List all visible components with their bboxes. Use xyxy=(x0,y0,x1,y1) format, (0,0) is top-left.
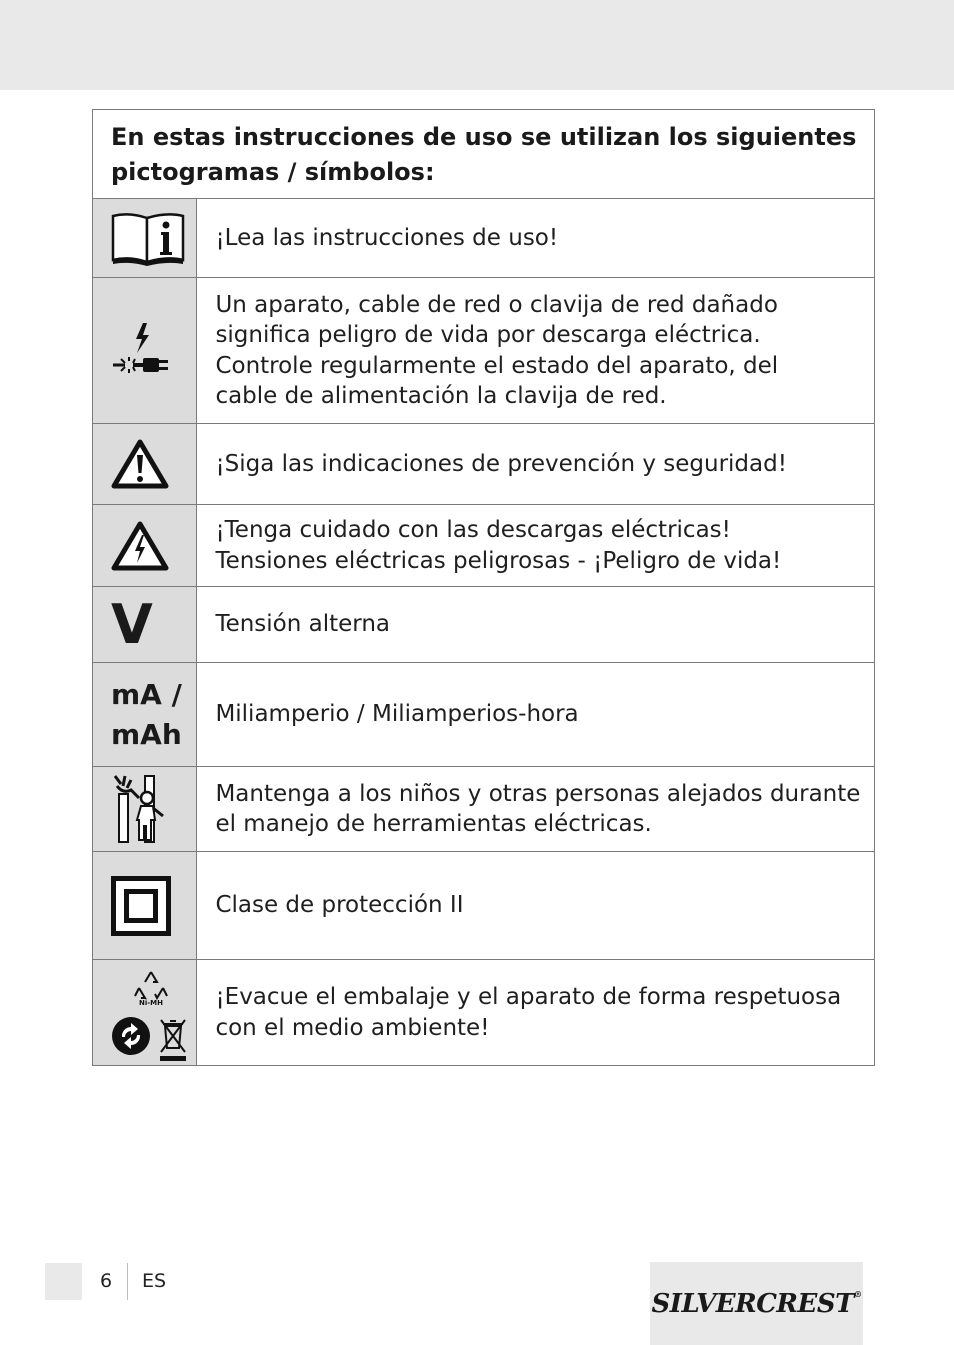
nimh-recycling-icon xyxy=(131,970,171,1006)
description-line: Tensiones eléctricas peligrosas - ¡Peligro de vida! xyxy=(215,547,782,574)
symbol-row-protection-class xyxy=(93,852,875,960)
symbol-row-voltage xyxy=(93,587,875,663)
description-cell xyxy=(197,767,875,852)
description-line: Mantenga a los niños y otras personas alejados durante xyxy=(215,780,861,807)
brand-logo-box xyxy=(650,1262,863,1345)
symbol-row-warning xyxy=(93,424,875,505)
description-line: significa peligro de vida por descarga eléctrica. xyxy=(215,322,761,348)
footer-marker xyxy=(45,1263,82,1300)
heading-cell xyxy=(93,110,875,199)
description-line: cable de alimentación la clavija de red. xyxy=(215,383,667,409)
description-cell xyxy=(197,852,875,960)
icon-cell xyxy=(93,505,197,587)
description-line: ¡Lea las instrucciones de uso! xyxy=(215,224,559,251)
page-number: 6 xyxy=(100,1270,113,1292)
description-line: el manejo de herramientas eléctricas. xyxy=(215,811,652,837)
symbol-row-recycling xyxy=(93,960,875,1066)
damaged-cable-shock-icon xyxy=(111,321,171,381)
language-code: ES xyxy=(142,1270,167,1292)
description-cell xyxy=(197,424,875,505)
description-line: Clase de protección II xyxy=(215,892,464,919)
description-cell xyxy=(197,663,875,767)
alternating-voltage-symbol: V xyxy=(111,592,153,656)
registered-mark: ® xyxy=(853,1288,862,1299)
symbol-row-electric-shock xyxy=(93,505,875,587)
brand-logo xyxy=(652,1289,862,1319)
icon-cell xyxy=(93,199,197,278)
manual-info-icon xyxy=(111,210,185,266)
protection-class-2-icon xyxy=(111,876,171,936)
brand-name: SILVERCREST xyxy=(651,1288,854,1319)
description-line: Miliamperio / Miliamperios-hora xyxy=(215,701,579,728)
green-dot-icon xyxy=(111,1016,151,1056)
description-line: con el medio ambiente! xyxy=(215,1014,490,1041)
symbol-row-children xyxy=(93,767,875,852)
nimh-label: Ni-MH xyxy=(139,998,163,1006)
description-line: Un aparato, cable de red o clavija de red dañado xyxy=(215,291,778,318)
warning-triangle-icon xyxy=(111,439,169,489)
description-line: Tensión alterna xyxy=(215,611,391,638)
table-heading-row xyxy=(93,110,875,199)
icon-cell xyxy=(93,424,197,505)
description-line: Controle regularmente el estado del aparato, del xyxy=(215,352,779,379)
icon-cell xyxy=(93,852,197,960)
crossed-bin-icon xyxy=(159,1018,187,1062)
top-band xyxy=(0,0,954,90)
description-cell xyxy=(197,587,875,663)
symbol-row-manual xyxy=(93,199,875,278)
symbols-table xyxy=(92,109,875,1066)
description-line: ¡Tenga cuidado con las descargas eléctricas! xyxy=(215,517,731,543)
description-line: ¡Siga las indicaciones de prevención y seguridad! xyxy=(215,450,787,477)
table-heading xyxy=(111,120,856,190)
description-line: ¡Evacue el embalaje y el aparato de forma respetuosa xyxy=(215,984,842,1010)
heading-line-2: pictogramas / símbolos: xyxy=(111,158,435,186)
description-cell xyxy=(197,199,875,278)
icon-cell xyxy=(93,663,197,767)
description-cell xyxy=(197,505,875,587)
symbol-row-milliampere xyxy=(93,663,875,767)
description-cell xyxy=(197,278,875,424)
milliampere-symbol: mA / xyxy=(111,677,182,711)
milliampere-hour-symbol: mAh xyxy=(111,717,182,751)
electric-shock-triangle-icon xyxy=(111,521,169,571)
heading-line-1: En estas instrucciones de uso se utilizan los siguientes xyxy=(111,123,857,151)
icon-cell xyxy=(93,960,197,1066)
footer-divider xyxy=(127,1263,128,1300)
icon-cell xyxy=(93,278,197,424)
symbol-row-damaged-cable xyxy=(93,278,875,424)
icon-cell xyxy=(93,587,197,663)
description-cell xyxy=(197,960,875,1066)
keep-children-away-icon xyxy=(111,774,169,844)
icon-cell xyxy=(93,767,197,852)
